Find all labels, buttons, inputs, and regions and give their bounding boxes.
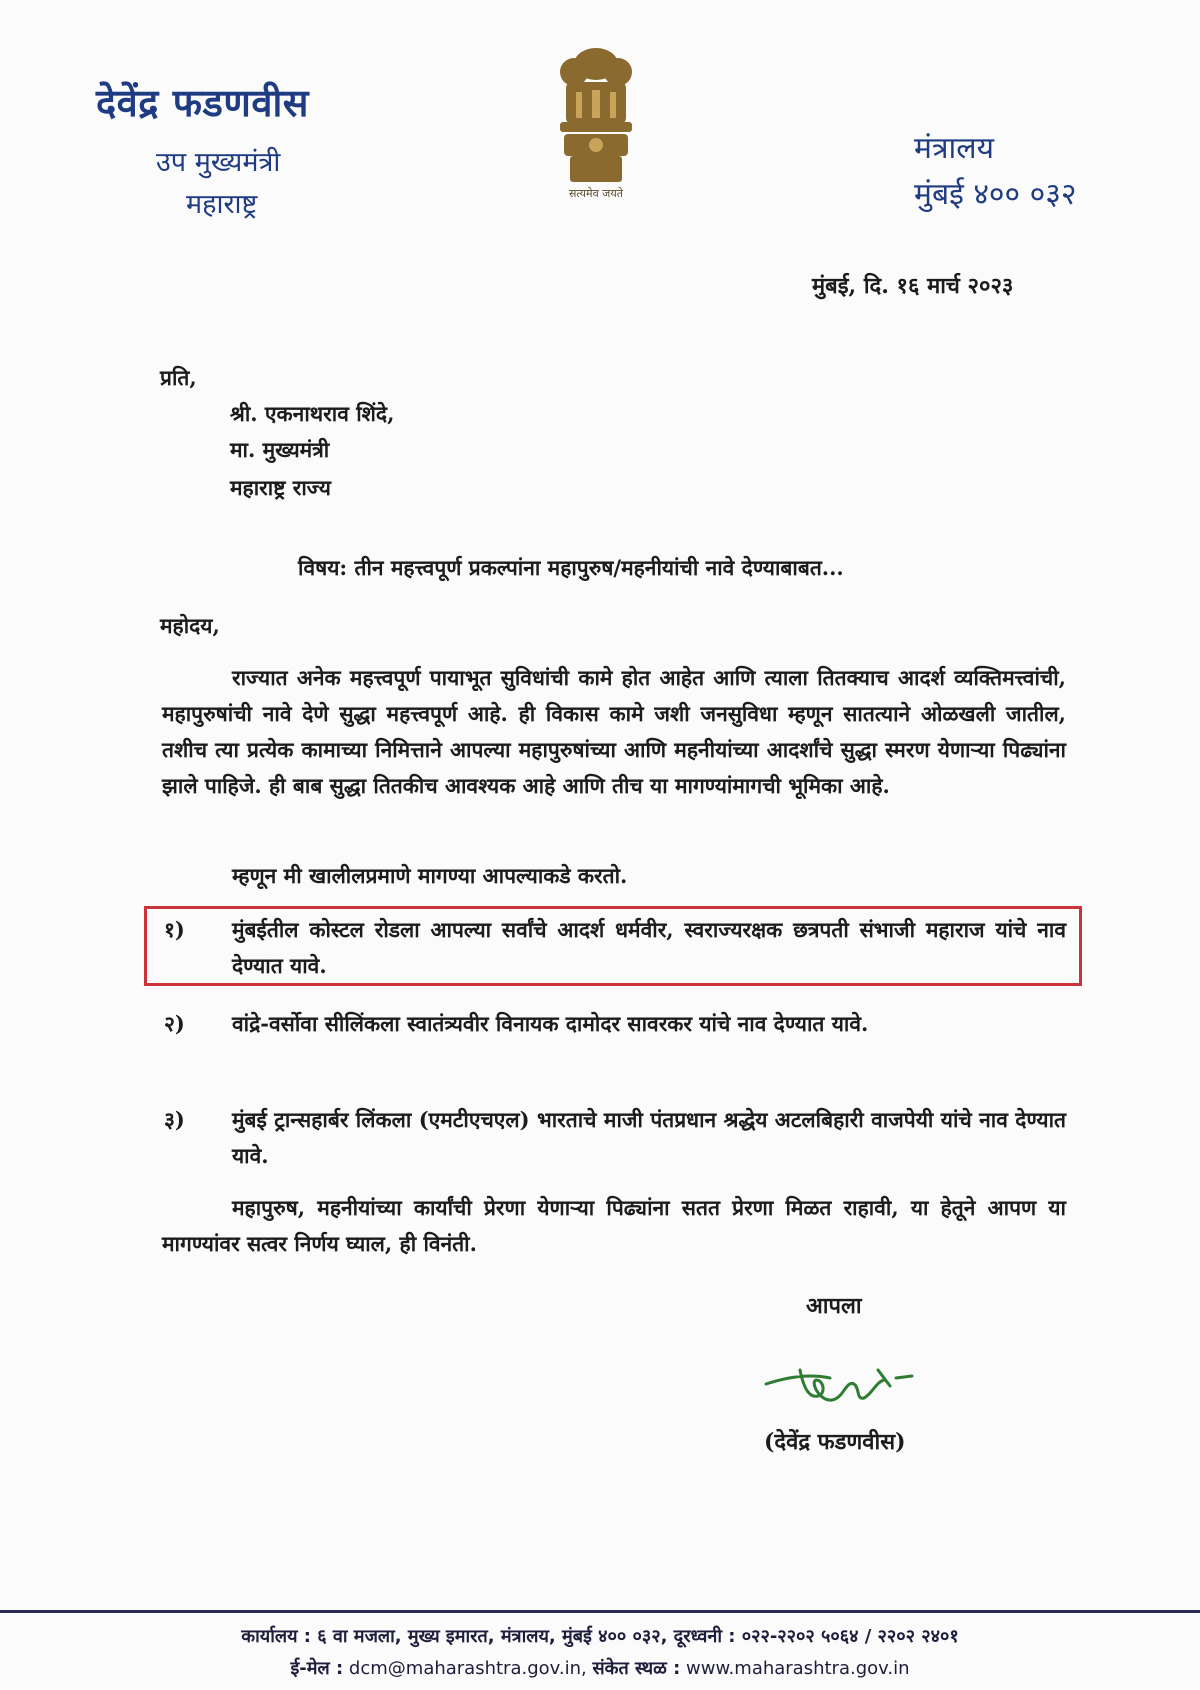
signatory-name: (देवेंद्र फडणवीस) <box>764 1429 906 1455</box>
body-paragraph-2: म्हणून मी खालीलप्रमाणे मागण्या आपल्याकडे करतो. <box>232 863 628 888</box>
recipient-designation: मा. मुख्यमंत्री <box>230 437 330 462</box>
body-paragraph-1: राज्यात अनेक महत्त्वपूर्ण पायाभूत सुविधांची कामे होत आहेत आणि त्याला तितक्याच आदर्श व्यक्तिमत्त्वांची, महापुरुषांची नावे देणे सुद्धा महत्त्वपूर्ण आहे. ही विकास कामे जशी जनसुविधा म्हणून सातत्याने ओळखली जातील, तशीच त्या प्रत्येक कामाच्या निमित्ताने आपल्या महापुरुषांच्या आणि महनीयांच्या आदर्शांचे सुद्धा स्मरण येणाऱ्या पिढ्यांना झाले पाहिजे. ही बाब सुद्धा तितकीच आवश्यक आहे आणि तीच या मागण्यांमागची भूमिका आहे. <box>162 665 1066 798</box>
closing-yours: आपला <box>806 1293 862 1319</box>
footer-contact: ई-मेल : dcm@maharashtra.gov.in, संकेत स्थळ : www.maharashtra.gov.in <box>290 1658 910 1679</box>
office-name: मंत्रालय <box>914 131 995 166</box>
salutation: महोदय, <box>160 613 220 638</box>
signature-icon <box>760 1340 920 1420</box>
sender-state: महाराष्ट्र <box>186 189 258 220</box>
subject-line: विषय: तीन महत्त्वपूर्ण प्रकल्पांना महापुरुष/महनीयांची नावे देण्याबाबत... <box>298 555 844 580</box>
to-label: प्रति, <box>160 365 197 390</box>
recipient-name: श्री. एकनाथराव शिंदे, <box>230 401 395 426</box>
footer-divider <box>0 1610 1200 1613</box>
footer-email-link[interactable]: dcm@maharashtra.gov.in <box>348 1658 582 1679</box>
footer-website-link[interactable]: www.maharashtra.gov.in <box>686 1658 910 1679</box>
list-item-text: वांद्रे-वर्सोवा सीलिंकला स्वातंत्र्यवीर विनायक दामोदर सावरकर यांचे नाव देण्यात यावे. <box>232 1011 869 1036</box>
footer-address: कार्यालय : ६ वा मजला, मुख्य इमारत, मंत्रालय, मुंबई ४०० ०३२, दूरध्वनी : ०२२-२२०२ ५०६४ / २२०२ २४०१ <box>241 1626 959 1647</box>
office-city: मुंबई ४०० ०३२ <box>914 177 1077 212</box>
sender-name: देवेंद्र फडणवीस <box>96 81 309 125</box>
sender-title: उप मुख्यमंत्री <box>156 147 281 178</box>
list-item-text: मुंबई ट्रान्सहार्बर लिंकला (एमटीएचएल) भारताचे माजी पंतप्रधान श्रद्धेय अटलबिहारी वाजपेयी यांचे नाव देण्यात यावे. <box>232 1107 1066 1168</box>
letter-date: मुंबई, दि. १६ मार्च २०२३ <box>812 273 1014 299</box>
list-item-number: २) <box>164 1011 185 1036</box>
emblem-motto: सत्यमेव जयते <box>568 187 623 200</box>
closing-paragraph: महापुरुष, महनीयांच्या कार्यांची प्रेरणा येणाऱ्या पिढ्यांना सतत प्रेरणा मिळत राहावी, या हेतूने आपण या मागण्यांवर सत्वर निर्णय घ्याल, ही विनंती. <box>162 1195 1066 1256</box>
list-item-text: मुंबईतील कोस्टल रोडला आपल्या सर्वांचे आदर्श धर्मवीर, स्वराज्यरक्षक छत्रपती संभाजी महाराज यांचे नाव देण्यात यावे. <box>232 917 1066 978</box>
list-item-number: ३) <box>164 1107 185 1132</box>
footer-email-label: ई-मेल : <box>290 1658 344 1679</box>
recipient-state: महाराष्ट्र राज्य <box>230 475 331 500</box>
footer-website-label: संकेत स्थळ : <box>592 1658 681 1679</box>
list-item-number: १) <box>164 917 185 942</box>
national-emblem-icon <box>546 42 646 202</box>
